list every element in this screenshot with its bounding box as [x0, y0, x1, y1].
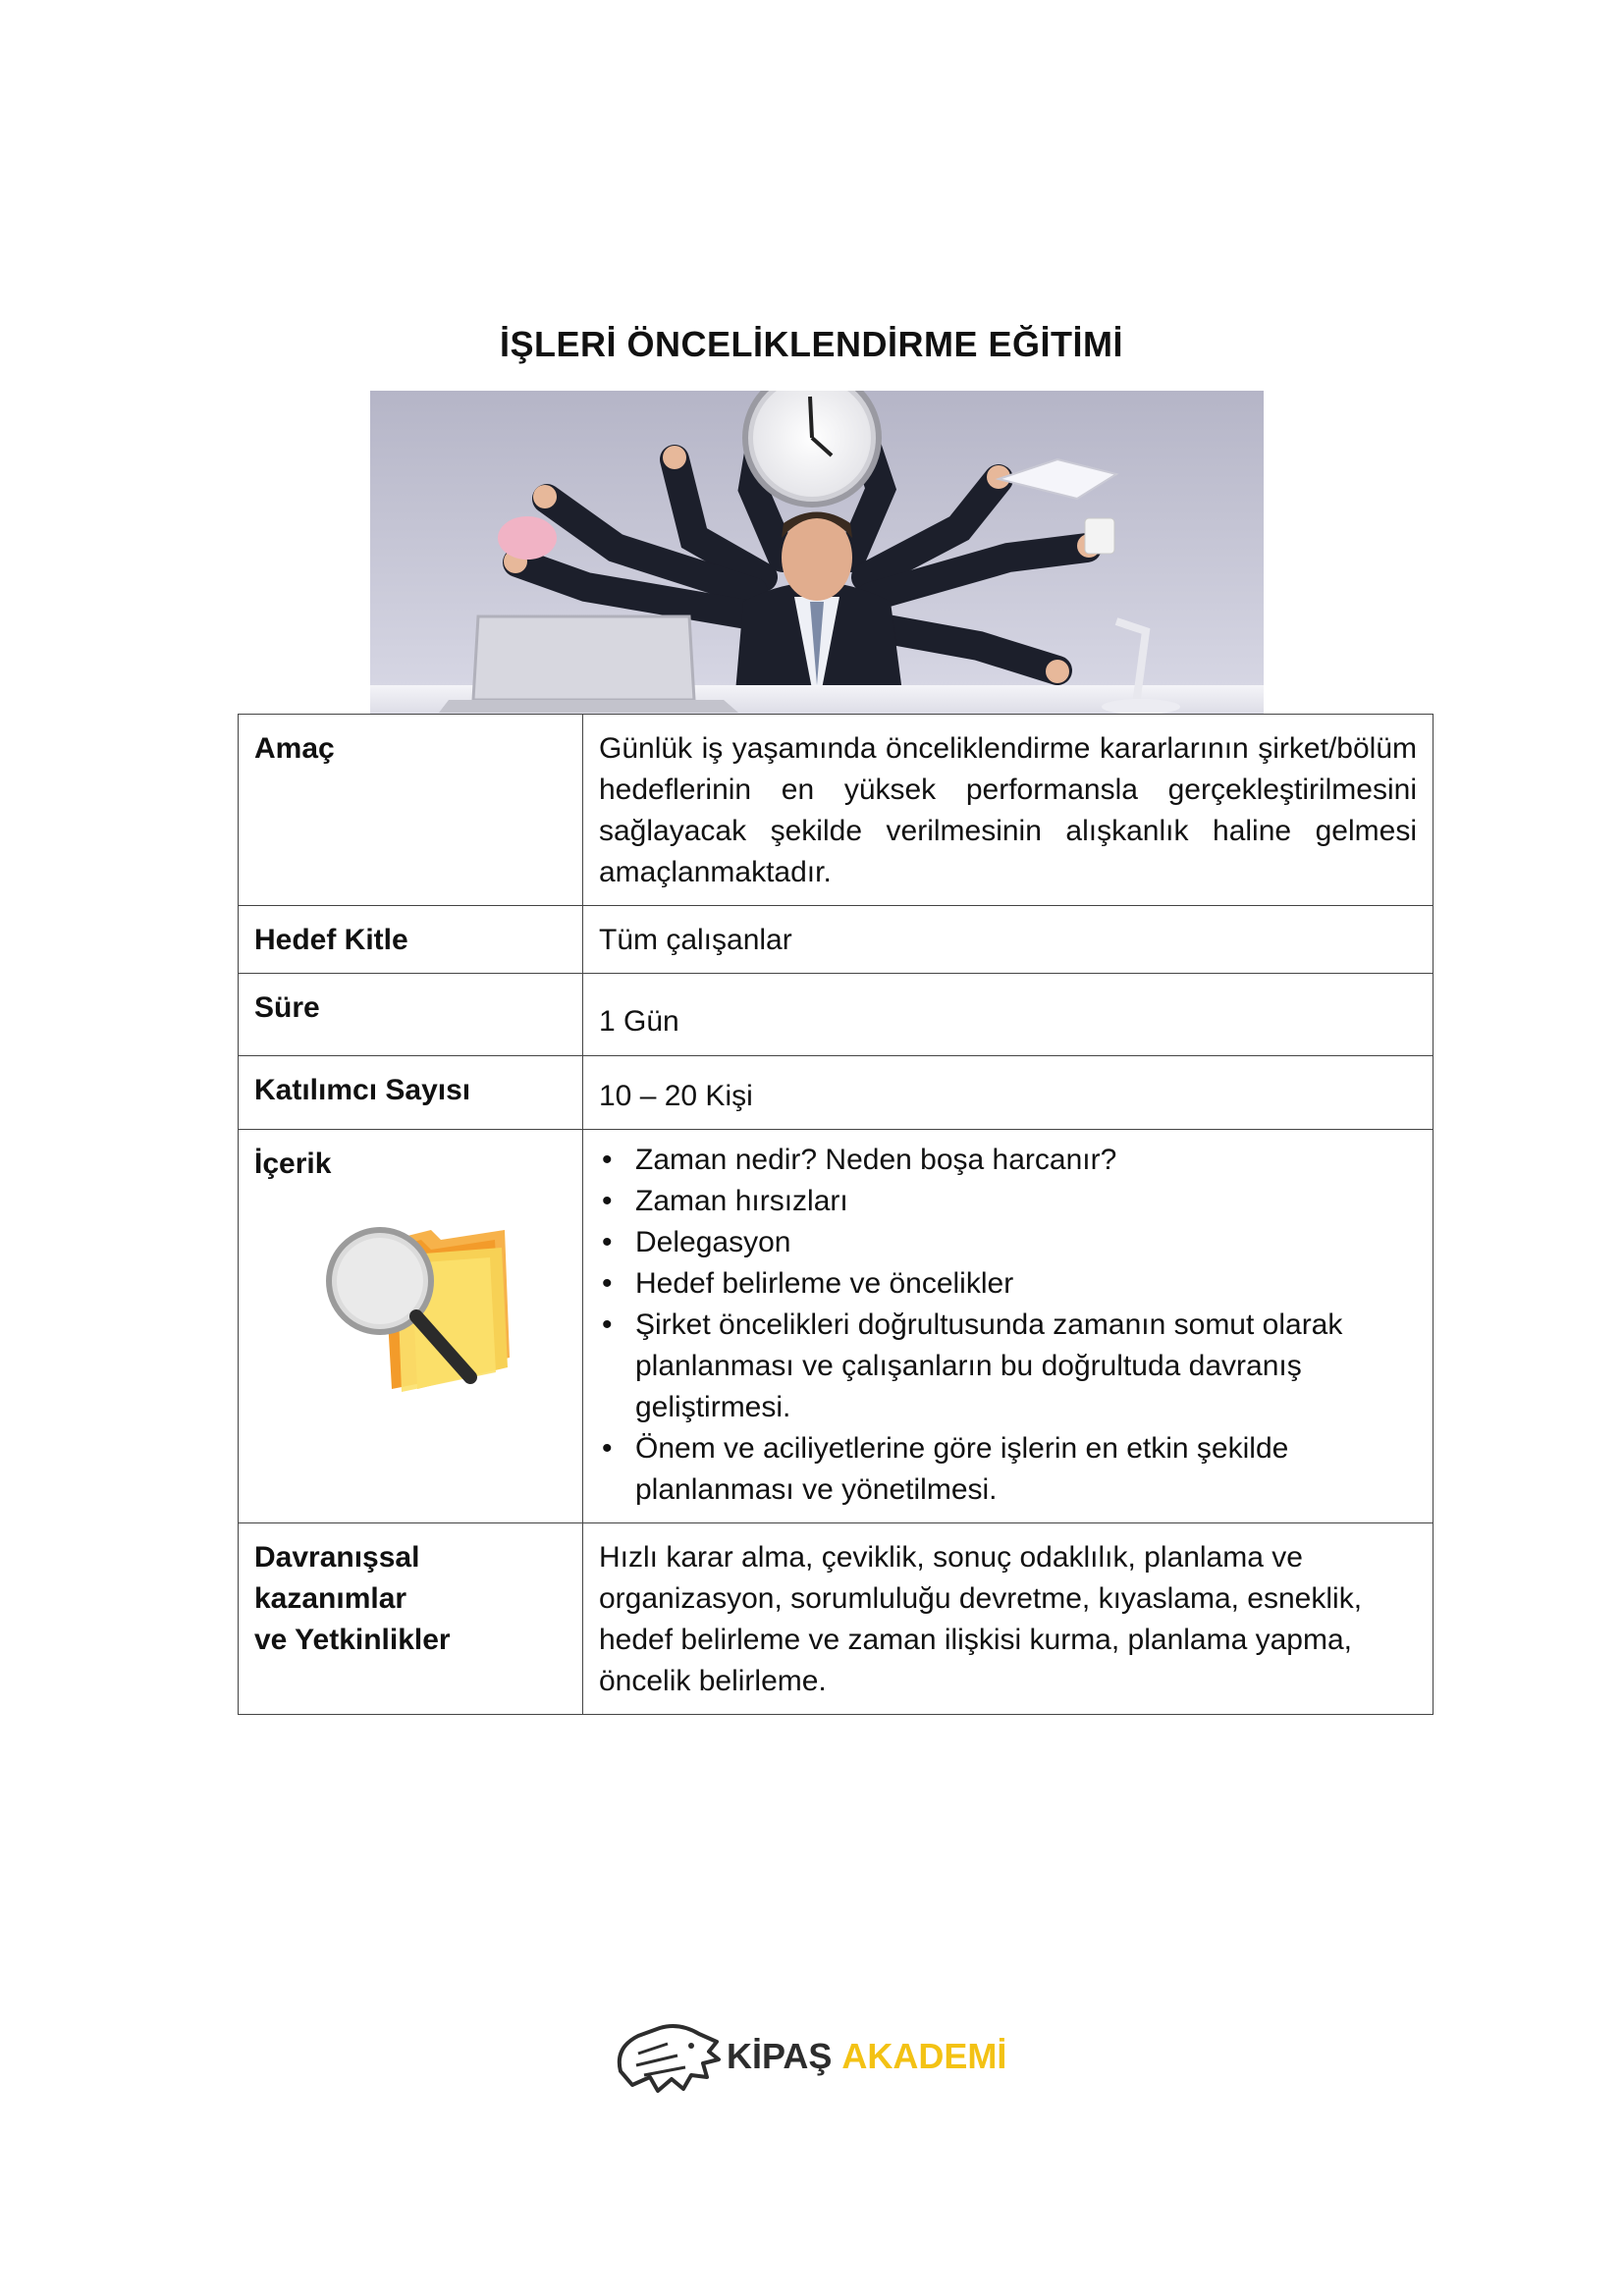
page-title: İŞLERİ ÖNCELİKLENDİRME EĞİTİMİ — [499, 324, 1123, 364]
lion-head-icon — [609, 2014, 727, 2103]
value-sure — [583, 974, 1434, 1056]
label-icerik: İçerik — [254, 1148, 332, 1180]
row-davranissal — [239, 1523, 1434, 1715]
hero-image — [370, 391, 1264, 715]
value-katilimci — [583, 1056, 1434, 1130]
label-katilimci: Katılımcı Sayısı — [239, 1056, 583, 1130]
value-hedef-kitle: Tüm çalışanlar — [583, 906, 1434, 974]
training-info-table — [238, 714, 1434, 1715]
label-amac: Amaç — [239, 715, 583, 906]
label-sure: Süre — [239, 974, 583, 1056]
row-sure — [239, 974, 1434, 1056]
kipas-akademi-logo — [609, 2014, 1007, 2103]
row-hedef-kitle — [239, 906, 1434, 974]
row-icerik — [239, 1130, 1434, 1523]
list-item: • Zaman hırsızları — [599, 1181, 1417, 1222]
value-sure-text: 1 Gün — [599, 1005, 679, 1038]
row-amac — [239, 715, 1434, 906]
label-davranissal-line1: Davranışsal kazanımlar — [254, 1541, 420, 1615]
label-hedef-kitle: Hedef Kitle — [239, 906, 583, 974]
list-item: • Önem ve aciliyetlerine göre işlerin en etkin şekilde planlanması ve yönetilmesi. — [599, 1428, 1417, 1511]
value-icerik — [583, 1130, 1434, 1523]
logo-sub: AKADEMİ — [841, 2036, 1007, 2076]
row-katilimci — [239, 1056, 1434, 1130]
value-amac: Günlük iş yaşamında önceliklendirme kararlarının şirket/bölüm hedeflerinin en yüksek performansla gerçekleştirilmesini sağlayacak şekilde verilmesinin alışkanlık haline gelmesi amaçlanmaktadır. — [583, 715, 1434, 906]
list-item: • Zaman nedir? Neden boşa harcanır? — [599, 1140, 1417, 1181]
label-davranissal-line2: ve Yetkinlikler — [254, 1624, 451, 1656]
list-item: • Şirket öncelikleri doğrultusunda zamanın somut olarak planlanması ve çalışanların bu doğrultuda davranış geliştirmesi. — [599, 1305, 1417, 1428]
folder-magnifier-icon — [323, 1210, 519, 1397]
list-item: • Hedef belirleme ve öncelikler — [599, 1263, 1417, 1305]
logo-brand: KİPAŞ — [727, 2036, 833, 2076]
list-item: • Delegasyon — [599, 1222, 1417, 1263]
logo-text — [727, 2036, 1006, 2077]
value-davranissal: Hızlı karar alma, çeviklik, sonuç odaklılık, planlama ve organizasyon, sorumluluğu devretme, kıyaslama, esneklik, hedef belirleme ve zaman ilişkisi kurma, planlama yapma, öncelik belirleme. — [583, 1523, 1434, 1715]
multitasking-businessman-illustration — [370, 391, 1264, 715]
label-icerik-cell — [239, 1130, 583, 1523]
label-davranissal — [239, 1523, 583, 1715]
value-katilimci-text: 10 – 20 Kişi — [599, 1080, 753, 1112]
content-list — [599, 1140, 1417, 1511]
